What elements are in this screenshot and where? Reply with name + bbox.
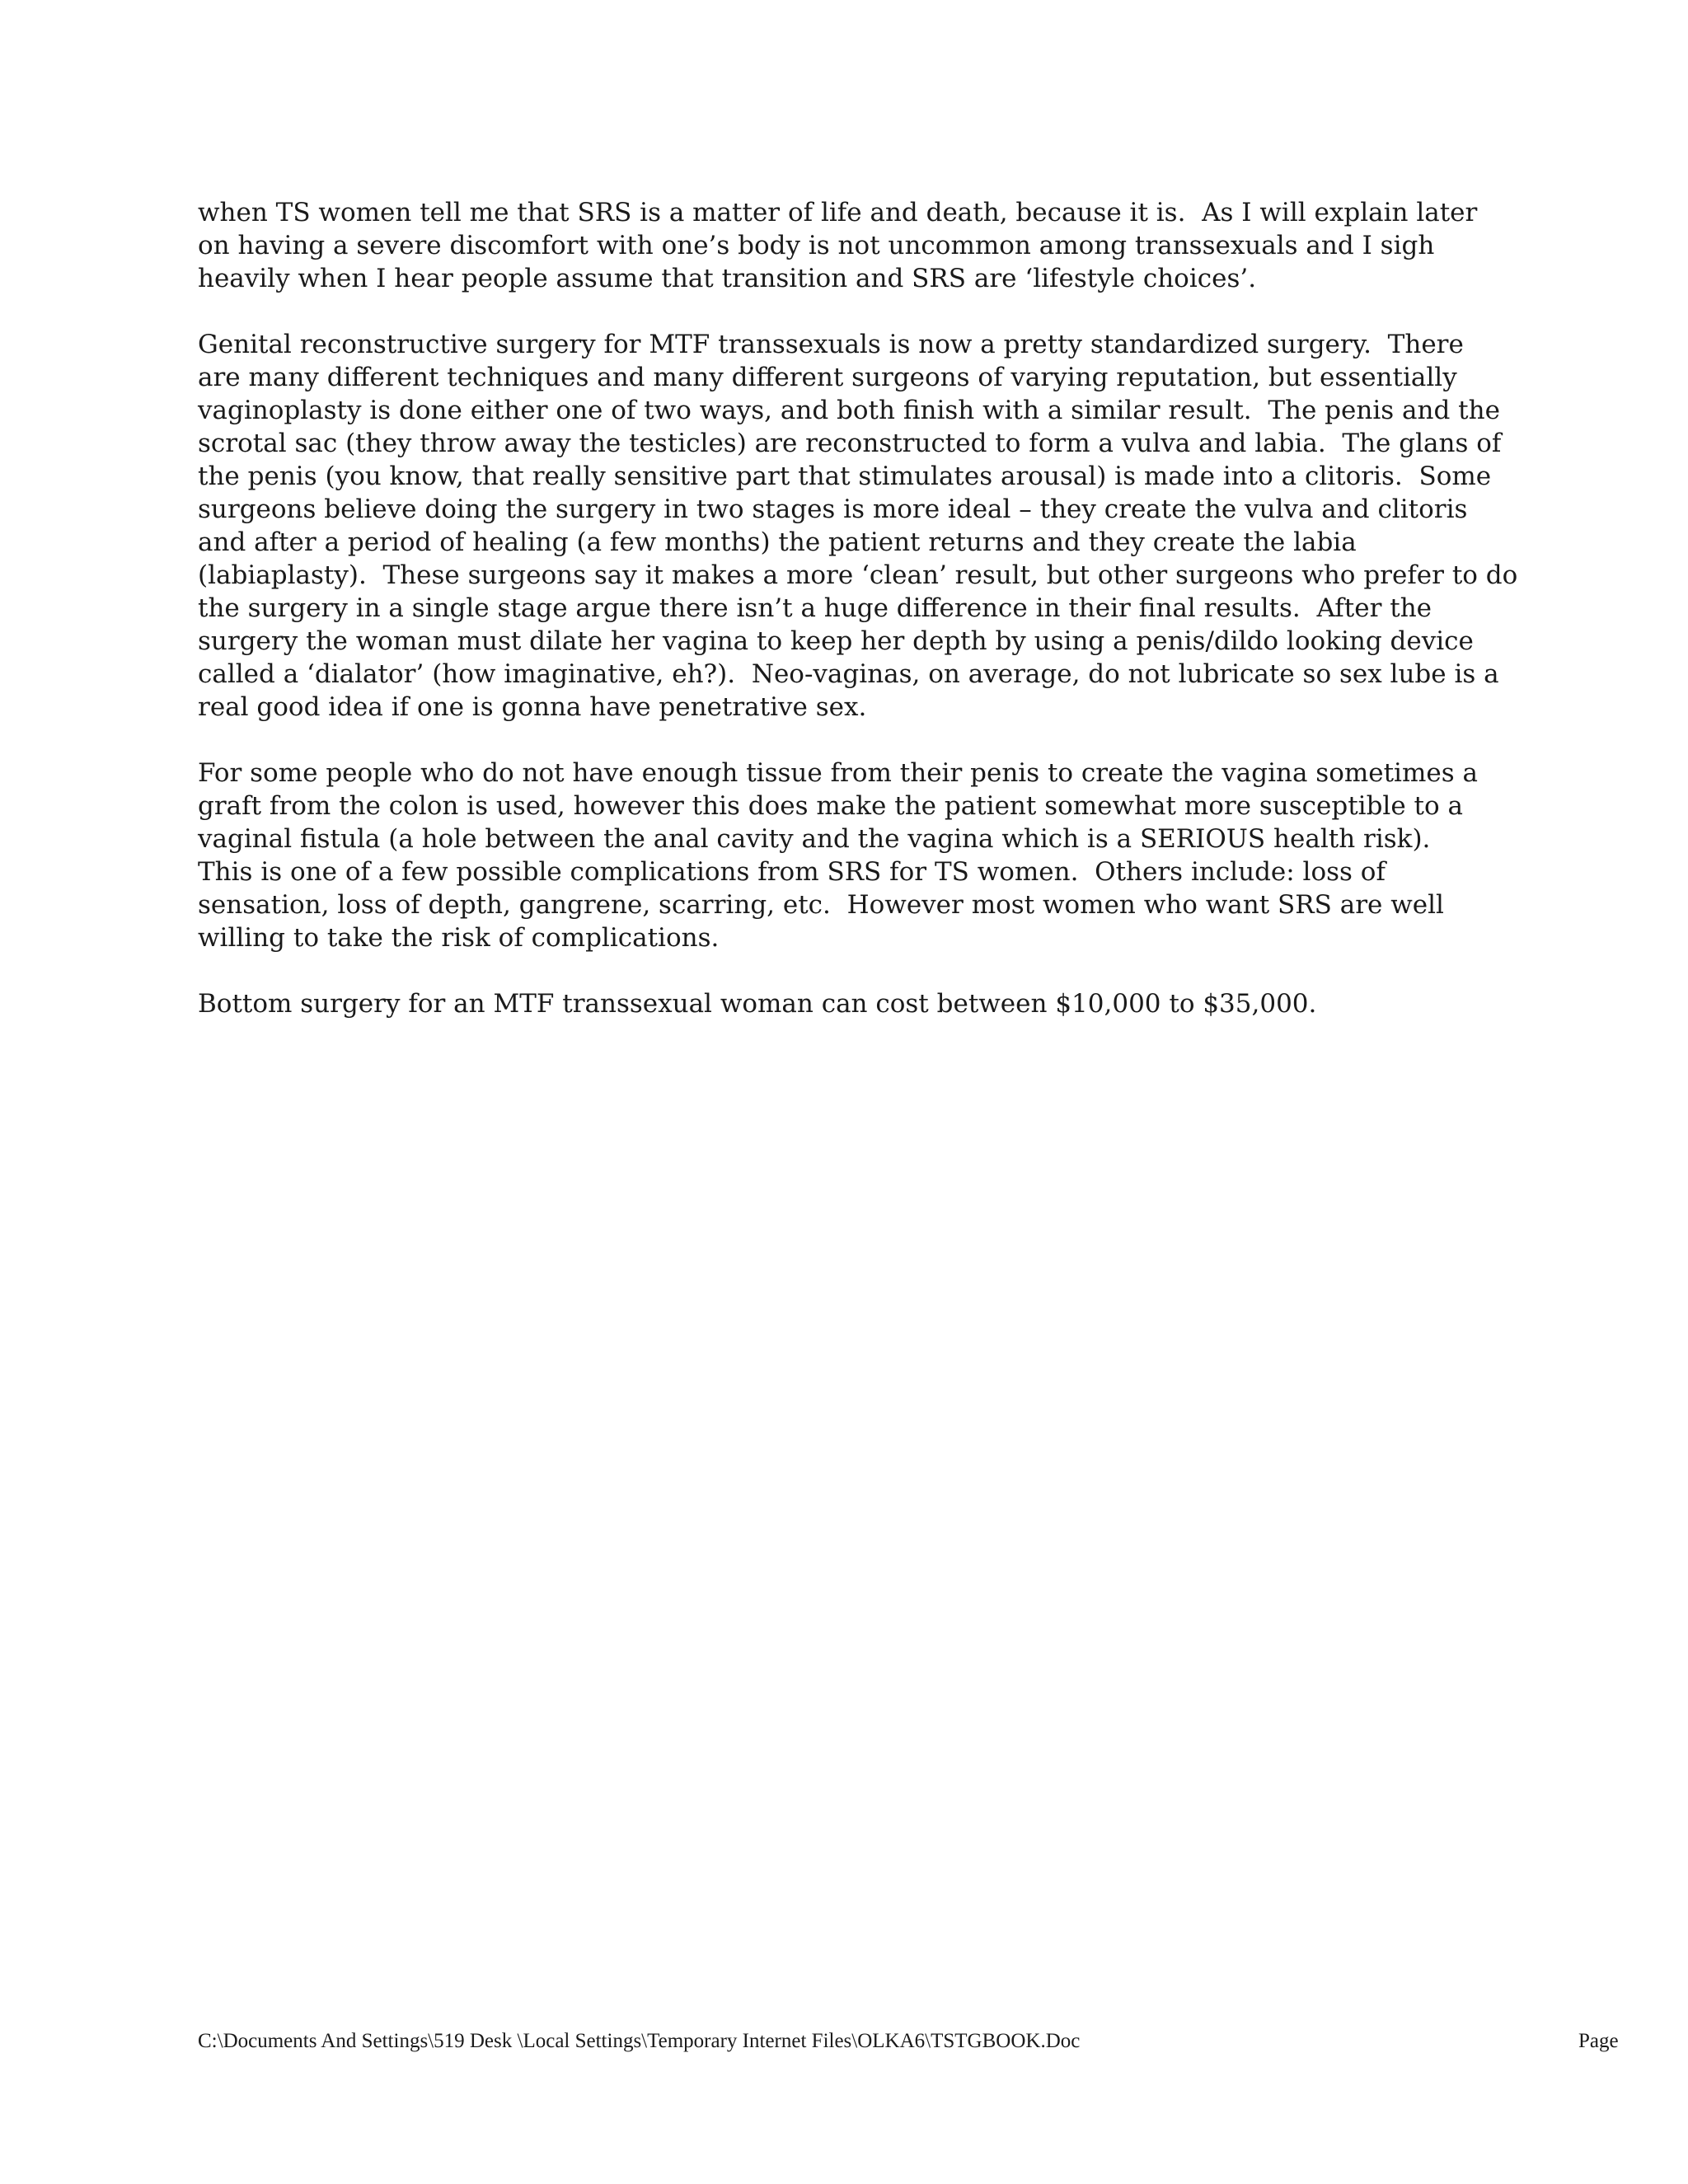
text-line: Genital reconstructive surgery for MTF transsexuals is now a pretty standardized surgery. There (198, 330, 1464, 359)
footer-page-label: Page (1578, 2030, 1619, 2052)
text-line: the penis (you know, that really sensitive part that stimulates arousal) is made into a clitoris. Some (198, 462, 1492, 491)
text-line: vaginoplasty is done either one of two ways, and both finish with a similar result. The penis and the (198, 396, 1500, 425)
paragraph-spacer (198, 295, 1467, 328)
text-line: are many different techniques and many different surgeons of varying reputation, but essentially (198, 363, 1457, 392)
text-line: graft from the colon is used, however this does make the patient somewhat more susceptible to a (198, 791, 1463, 821)
text-line: and after a period of healing (a few months) the patient returns and they create the labia (198, 527, 1357, 557)
paragraph (198, 757, 1478, 954)
text-line: vaginal fistula (a hole between the anal cavity and the vagina which is a SERIOUS health risk). (198, 824, 1431, 854)
text-line: For some people who do not have enough tissue from their penis to create the vagina sometimes a (198, 758, 1478, 788)
footer-file-path: C:\Documents And Settings\519 Desk \Local Settings\Temporary Internet Files\OLKA6\TSTGBOOK.Doc (198, 2030, 1081, 2052)
paragraph (198, 196, 1478, 295)
paragraph-spacer (198, 954, 1467, 987)
paragraph (198, 328, 1518, 724)
text-line: surgeons believe doing the surgery in two stages is more ideal – they create the vulva and clitoris (198, 494, 1468, 524)
document-body (198, 196, 1518, 1020)
text-line: (labiaplasty). These surgeons say it makes a more ‘clean’ result, but other surgeons who prefer to do (198, 560, 1518, 590)
text-line: sensation, loss of depth, gangrene, scarring, etc. However most women who want SRS are well (198, 890, 1444, 920)
text-line: willing to take the risk of complications. (198, 923, 720, 953)
text-line: on having a severe discomfort with one’s body is not uncommon among transsexuals and I sigh (198, 231, 1435, 260)
text-line: scrotal sac (they throw away the testicles) are reconstructed to form a vulva and labia. The glans of (198, 429, 1502, 458)
text-line: heavily when I hear people assume that transition and SRS are ‘lifestyle choices’. (198, 264, 1257, 293)
paragraph (198, 987, 1467, 1020)
paragraph-spacer (198, 724, 1467, 757)
text-line: called a ‘dialator’ (how imaginative, eh?). Neo-vaginas, on average, do not lubricate so sex lube is a (198, 659, 1499, 689)
text-line: when TS women tell me that SRS is a matter of life and death, because it is. As I will explain later (198, 198, 1478, 227)
text-line: surgery the woman must dilate her vagina to keep her depth by using a penis/dildo looking device (198, 626, 1474, 656)
text-line: This is one of a few possible complications from SRS for TS women. Others include: loss of (198, 857, 1386, 887)
text-line: Bottom surgery for an MTF transsexual woman can cost between $10,000 to $35,000. (198, 989, 1317, 1019)
text-line: real good idea if one is gonna have penetrative sex. (198, 692, 867, 722)
text-line: the surgery in a single stage argue there isn’t a huge difference in their final results. After the (198, 593, 1432, 623)
